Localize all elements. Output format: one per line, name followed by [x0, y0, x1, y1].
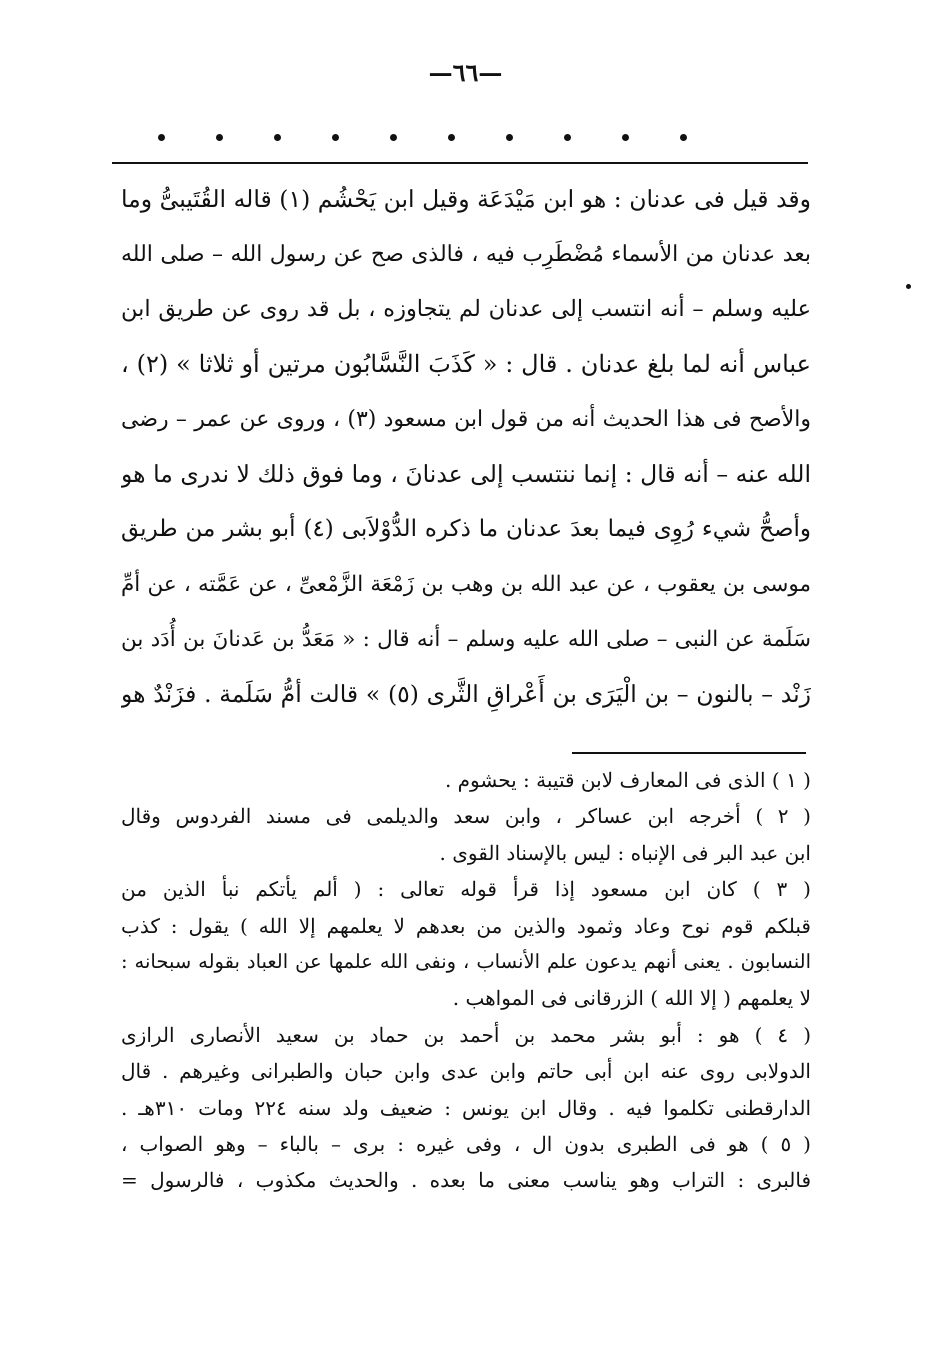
- footnote-separator: [572, 752, 806, 754]
- ornament-dot: [680, 134, 687, 141]
- footnote-line: الدولابى روى عنه ابن أبى حاتم وابن عدى وابن حبان والطبرانى وغيرهم . قال: [121, 1059, 811, 1084]
- ornament-dot: [332, 134, 339, 141]
- footnote-line: فالبرى : التراب وهو يناسب معنى ما بعده . والحديث مكذوب ، فالرسول =: [121, 1168, 811, 1193]
- text-line: سَلَمة عن النبى – صلى الله عليه وسلم – أنه قال : « مَعَدُّ بن عَدنانَ بن أُدَد بن: [121, 627, 811, 652]
- text-line: وقد قيل فى عدنان : هو ابن مَيْدَعَة وقيل ابن يَحْشُم (١) قاله القُتَيبىُّ وما: [121, 185, 811, 213]
- text-line: والأصح فى هذا الحديث أنه من قول ابن مسعود (٣) ، وروى عن عمر – رضى: [121, 407, 811, 432]
- ornament-dot: [216, 134, 223, 141]
- footnote-line: النسابون . يعنى أنهم يدعون علم الأنساب ، ونفى الله علمها عن العباد بقوله سبحانه :: [121, 949, 811, 973]
- margin-speck: [906, 284, 911, 289]
- main-text: [121, 172, 811, 722]
- text-line: عباس أنه لما بلغ عدنان . قال : « كَذَبَ النَّسَّابُون مرتين أو ثلاثا » (٢) ،: [121, 350, 811, 378]
- page-number: —٦٦—: [428, 58, 503, 87]
- ornament-dot: [622, 134, 629, 141]
- ornament-dot: [564, 134, 571, 141]
- footnotes: [121, 762, 811, 1199]
- footnote-line: ( ٥ ) هو فى الطبرى بدون ال ، وفى غيره : برى – بالباء – وهو الصواب ،: [121, 1131, 811, 1156]
- footnote-line: ( ٤ ) هو : أبو بشر محمد بن أحمد بن حماد بن سعيد الأنصارى الرازى: [121, 1022, 811, 1047]
- header-rule: [112, 162, 808, 164]
- text-line: بعد عدنان من الأسماء مُضْطَرِب فيه ، فالذى صح عن رسول الله – صلى الله: [121, 242, 811, 267]
- ornament-dot: [158, 134, 165, 141]
- footnote-line: ابن عبد البر فى الإنباه : ليس بالإسناد القوى .: [439, 840, 811, 865]
- text-line: زَنْد – بالنون – بن الْيَرَى بن أَعْراقِ الثَّرى (٥) » قالت أمُّ سَلَمة . فزَنْدٌ هو: [121, 680, 811, 708]
- text-line: عليه وسلم – أنه انتسب إلى عدنان لم يتجاوزه ، بل قد روى عن طريق ابن: [121, 296, 811, 322]
- ornament-dot: [506, 134, 513, 141]
- ornament-dot: [274, 134, 281, 141]
- ornament-dot: [448, 134, 455, 141]
- footnote-line: ( ٢ ) أخرجه ابن عساكر ، وابن سعد والديلمى فى مسند الفردوس وقال: [121, 804, 811, 829]
- ornamental-dot-row: [150, 128, 710, 148]
- footnote-line: ( ١ ) الذى فى المعارف لابن قتيبة : يحشوم .: [444, 768, 811, 792]
- text-line: وأصحُّ شيء رُوِى فيما بعدَ عدنان ما ذكره الدُّوْلاَبى (٤) أبو بشر من طريق: [121, 516, 811, 542]
- text-line: الله عنه – أنه قال : إنما ننتسب إلى عدنانَ ، وما فوق ذلك لا ندرى ما هو: [121, 460, 811, 488]
- ornament-dot: [390, 134, 397, 141]
- footnote-line: لا يعلمهم ( إلا الله ) الزرقانى فى المواهب .: [452, 986, 811, 1011]
- footnote-line: قبلكم قوم نوح وعاد وثمود والذين من بعدهم لا يعلمهم إلا الله ) يقول : كذب: [121, 913, 811, 938]
- text-line: موسى بن يعقوب ، عن عبد الله بن وهب بن زَمْعَة الزَّمْعىِّ ، عن عَمَّته ، عن أمِّ: [121, 572, 811, 597]
- footnote-line: ( ٣ ) كان ابن مسعود إذا قرأ قوله تعالى : ( ألم يأتكم نبأ الذين من: [121, 877, 811, 902]
- footnote-line: الدارقطنى تكلموا فيه . وقال ابن يونس : ضعيف ولد سنه ٢٢٤ ومات ٣١٠هـ .: [121, 1095, 811, 1120]
